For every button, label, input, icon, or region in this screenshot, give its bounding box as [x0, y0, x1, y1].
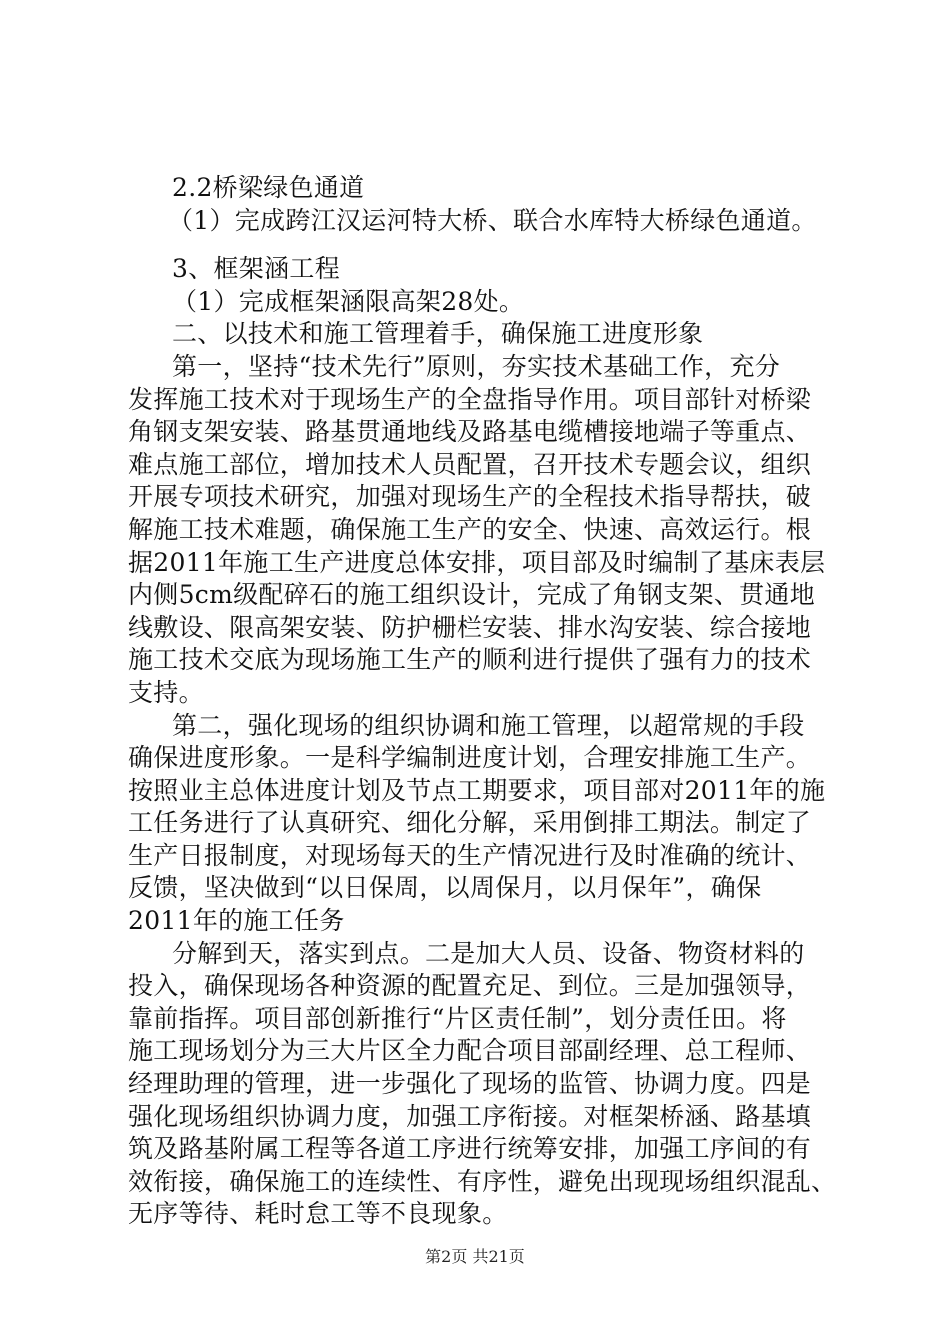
paragraph-line: 据2011年施工生产进度总体安排，项目部及时编制了基床表层 [128, 547, 826, 577]
paragraph-line: 角钢支架安装、路基贯通地线及路基电缆槽接地端子等重点、 [128, 417, 812, 447]
paragraph-line: 支持。 [128, 677, 204, 707]
paragraph-line: 生产日报制度，对现场每天的生产情况进行及时准确的统计、 [128, 840, 812, 870]
section-heading-two: 二、以技术和施工管理着手，确保施工进度形象 [172, 319, 704, 349]
paragraph-line: 2011年的施工任务 [128, 906, 345, 936]
paragraph-line: 筑及路基附属工程等各道工序进行统筹安排，加强工序间的有 [128, 1134, 812, 1164]
section-heading-2-2: 2.2桥梁绿色通道 [172, 173, 365, 202]
section-3-item: （1）完成框架涵限高架28处。 [172, 286, 525, 316]
paragraph-line: 确保进度形象。一是科学编制进度计划，合理安排施工生产。 [128, 743, 812, 773]
paragraph-line: 投入，确保现场各种资源的配置充足、到位。三是加强领导， [128, 971, 812, 1001]
paragraph-line: 发挥施工技术对于现场生产的全盘指导作用。项目部针对桥梁 [128, 384, 812, 414]
page-footer: 第2页 共21页 [425, 1247, 525, 1266]
paragraph-line: 反馈，坚决做到“以日保周，以周保月，以月保年”，确保 [128, 873, 762, 903]
paragraph-line: 第一，坚持“技术先行”原则，夯实技术基础工作，充分 [172, 351, 781, 381]
section-heading-3: 3、框架涵工程 [172, 254, 341, 284]
paragraph-2 [128, 710, 838, 938]
paragraph-line: 开展专项技术研究，加强对现场生产的全程技术指导帮扶，破 [128, 482, 812, 512]
paragraph-line: 强化现场组织协调力度，加强工序衔接。对框架桥涵、路基填 [128, 1101, 812, 1131]
paragraph-line: 线敷设、限高架安装、防护栅栏安装、排水沟安装、综合接地 [128, 612, 812, 642]
paragraph-line: 分解到天，落实到点。二是加大人员、设备、物资材料的 [172, 938, 805, 968]
paragraph-line: 工任务进行了认真研究、细化分解，采用倒排工期法。制定了 [128, 808, 812, 838]
paragraph-line: 靠前指挥。项目部创新推行“片区责任制”，划分责任田。将 [128, 1003, 787, 1033]
spacer [128, 237, 838, 253]
paragraph-1 [128, 351, 838, 710]
paragraph-line: 无序等待、耗时怠工等不良现象。 [128, 1199, 508, 1229]
paragraph-line: 难点施工部位，增加技术人员配置，召开技术专题会议，组织 [128, 449, 812, 479]
paragraph-line: 施工现场划分为三大片区全力配合项目部副经理、总工程师、 [128, 1036, 812, 1066]
paragraph-3 [128, 938, 838, 1231]
paragraph-line: 第二，强化现场的组织协调和施工管理，以超常规的手段 [172, 710, 805, 740]
paragraph-line: 施工技术交底为现场施工生产的顺利进行提供了强有力的技术 [128, 645, 812, 675]
paragraph-line: 效衔接，确保施工的连续性、有序性，避免出现现场组织混乱、 [128, 1166, 837, 1196]
paragraph-line: 经理助理的管理，进一步强化了现场的监管、协调力度。四是 [128, 1069, 812, 1099]
paragraph-line: 解施工技术难题，确保施工生产的安全、快速、高效运行。根 [128, 514, 812, 544]
paragraph-line: 内侧5cm级配碎石的施工组织设计，完成了角钢支架、贯通地 [128, 580, 816, 610]
paragraph-line: 按照业主总体进度计划及节点工期要求，项目部对2011年的施 [128, 775, 826, 805]
section-2-2-item: （1）完成跨江汉运河特大桥、联合水库特大桥绿色通道。 [168, 205, 817, 235]
document-body [128, 172, 838, 1231]
